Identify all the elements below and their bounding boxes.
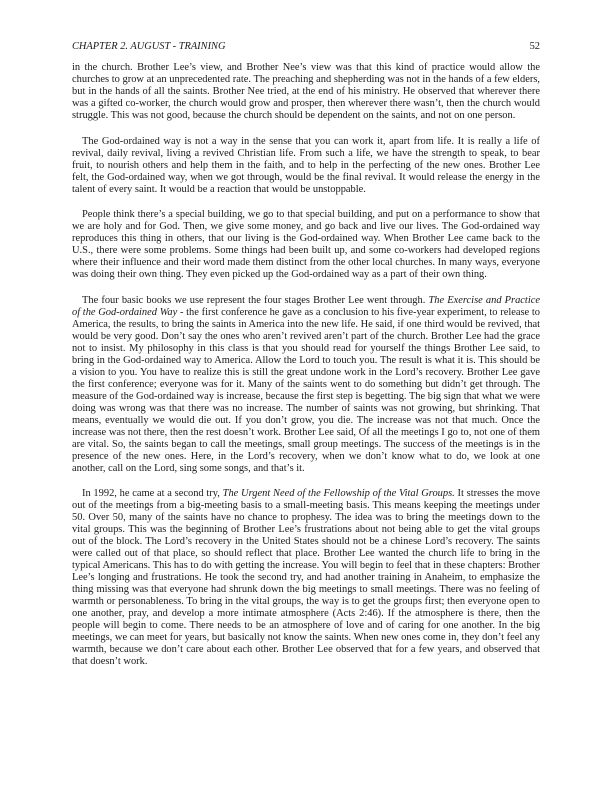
text-run: - the first conference he gave as a conclusion to his five-year experiment, to release to America, the results, to bring the saints in America into the new life. He said, if one third would be revived, that would be very good. Don’t say the ones who aren’t revived aren’t part of the church. Brother Lee had the grace not to insist. My philosophy in this class is that you should read for yourself the things Brother Lee said, to bring in the God-ordained way to America. Allow the Lord to touch you. The result is what it is. This should be a vision to you. You have to realize this is still the great undone work in the Lord’s recovery. Brother Lee gave the first conference; everyone was for it. Many of the saints went to do something but didn’t get through. The measure of the God-ordained way is increase, because the first step is begetting. The big sign that what we were doing was wrong was that there was no increase. The number of saints was not growing, but shrinking. That means, eventually we would die out. If you don’t grow, you die. The increase was not that much. Once the increase was not there, then the rest doesn’t work. Brother Lee said, Of all the meetings I go to, not one of them are vital. So, the saints began to call the meetings, small group meetings. The success of the meetings is in the presence of the new ones. Here, in the Lord’s recovery, when we don’t know what to do, we look at one another, call on the Lord, sing some songs, and that’s it. [72,306,541,474]
chapter-title: CHAPTER 2. AUGUST - TRAINING [72,41,226,52]
text-run: The God-ordained way is not a way in the sense that you can work it, apart from life. It is really a life of revival, daily revival, living a revived Christian life. From such a life, we have the strength to speak, to bear fruit, to nourish others and help them in the faith, and to help in the perfecting of the new ones. Brother Lee felt, the God-ordained way, when we got through, would be the final revival. It would release the energy in the talent of every saint. It would be a reaction that would be unstoppable. [72,135,540,195]
paragraph [72,209,540,281]
book-title: The Exercise and Practice of the God-ordained Way [72,294,540,318]
text-run: People think there’s a special building, we go to that special building, and put on a performance to show that we are holy and for God. Then, we give some money, and go back and live our lives. The God-ordained way reproduces this thing in others, that our living is the God-ordained way. When Brother Lee came back to the U.S., there were some problems. Some things had been built up, and some co-workers had developed regions where their influence and their word made them distinct from the other local churches. In many ways, everyone was doing their own thing. They even picked up the God-ordained way as a part of their own thing. [72,209,540,280]
text-run: In 1992, he came at a second try, [82,488,223,499]
text-run: The four basic books we use represent the four stages Brother Lee went through. [82,294,429,306]
document-page [72,40,540,682]
paragraph [72,62,540,122]
text-run: It stresses the move out of the meetings from a big-meeting basis to a small-meeting basis. This means keeping the meetings under 50. Over 50, many of the saints have no chance to prophesy. The idea was to bring the meetings down to the vital groups. This was the beginning of Brother Lee’s frustrations about not being able to get the vital groups out of the block. The Lord’s recovery in the United States should not be a chinese Lord’s recovery. The saints were called out of that place, so should reflect that place. Brother Lee wanted the church life to bring in the typical Americans. This has to do with getting the increase. You will begin to feel that in these chapters: Brother Lee’s longing and frustrations. He took the second try, and had another training in Anaheim, to emphasize the thing missing was that everyone had shrunk down the big meetings to small meetings. There was no feeling of warmth or personableness. To bring in the vital groups, the way is to get the groups first; then everyone open to one another, pray, and develop a more intimate atmosphere (Acts 2:46). If the atmosphere is there, then the people will begin to come. There needs to be an atmosphere of love and of caring for one another. In the big meetings, we can meet for years, but basically not know the saints. When new ones come in, they don’t feel any warmth, because we don’t care about each other. Brother Lee observed that for a few years, and observed that that doesn’t work. [72,488,540,667]
page-number: 52 [529,41,540,52]
running-header [72,40,540,62]
paragraph [72,295,540,475]
book-title: The Urgent Need of the Fellowship of the Vital Groups. [222,488,455,499]
paragraph [72,136,540,196]
text-run: in the church. Brother Lee’s view, and Brother Nee’s view was that this kind of practice would allow the churches to grow at an unprecedented rate. The preaching and shepherding was not in the hands of a few elders, but in the hands of all the saints. Brother Nee tried, at the end of his ministry. He observed that wherever there was a gifted co-worker, the church would grow and prosper, then wherever there wasn’t, then the church would struggle. This was not good, because the church should be dependent on the saints, and not on one person. [72,62,540,121]
body-text [72,62,540,668]
paragraph [72,488,540,668]
